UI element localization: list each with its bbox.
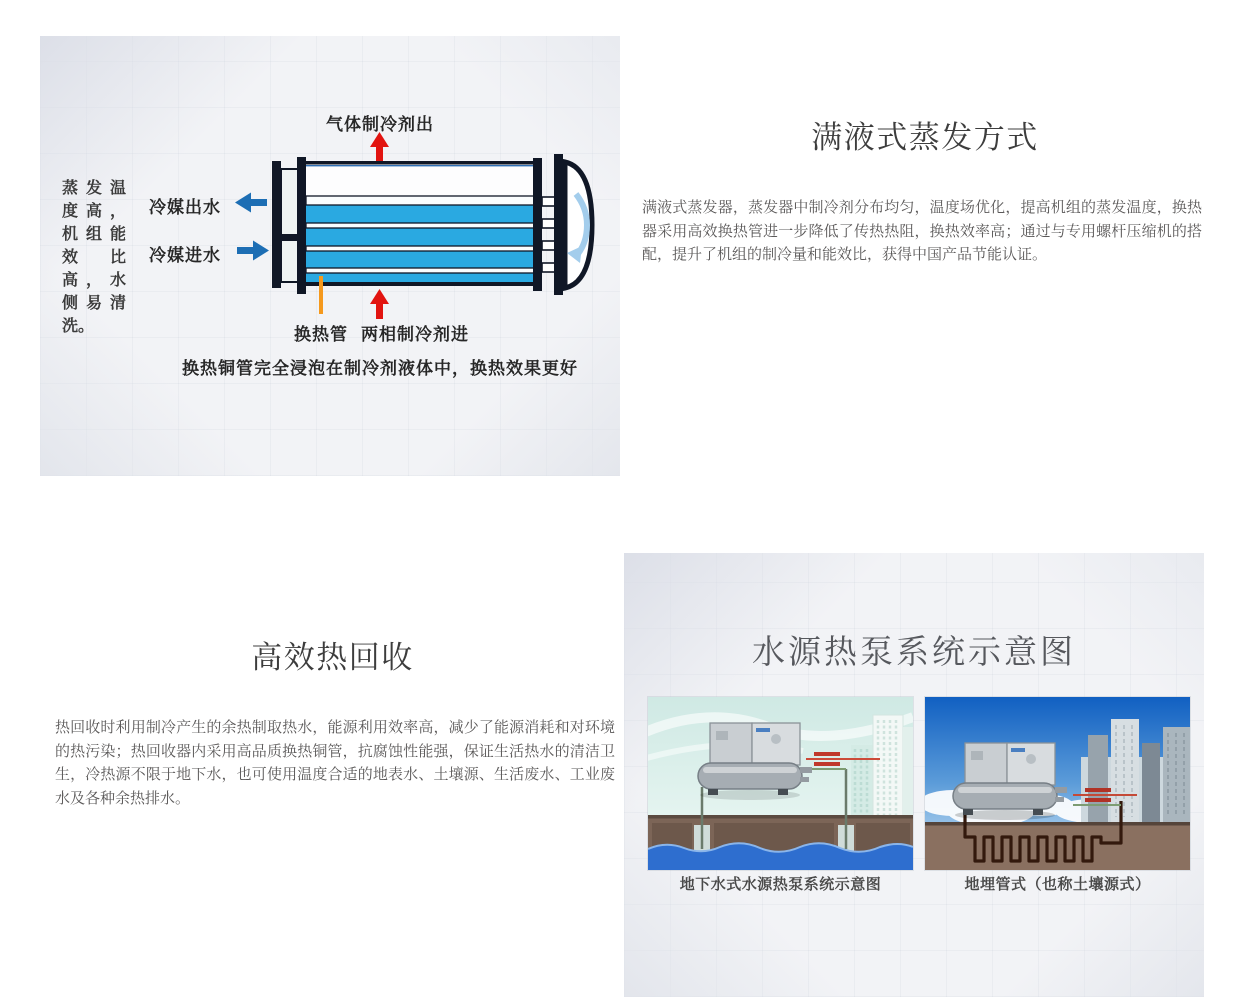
chiller-unit — [698, 723, 812, 800]
label-two-phase-refrigerant-in: 两相制冷剂进 — [361, 325, 469, 344]
ground-loop-system-illustration — [925, 697, 1190, 870]
side-note-line: 蒸发温 — [62, 180, 126, 197]
water-in-arrow-icon — [237, 241, 269, 261]
gas-out-arrow-icon — [370, 132, 389, 161]
evaporator-shell — [272, 154, 592, 295]
water-out-arrow-icon — [235, 193, 267, 213]
tube-pointer-line — [319, 276, 323, 314]
label-gas-refrigerant-out: 气体制冷剂出 — [326, 115, 434, 134]
section-title-flooded-evaporation: 满液式蒸发方式 — [811, 120, 1039, 155]
evaporator-diagram-caption: 换热铜管完全浸泡在制冷剂液体中，换热效果更好 — [182, 359, 578, 378]
heat-pump-panel-title: 水源热泵系统示意图 — [752, 633, 1076, 670]
figure-ground-loop-system — [925, 697, 1190, 870]
side-note-line: 高，水 — [62, 272, 126, 289]
label-coolant-water-in: 冷媒进水 — [149, 246, 221, 265]
label-coolant-water-out: 冷媒出水 — [149, 198, 221, 217]
side-note-line: 度高， — [62, 203, 126, 220]
section-body-heat-recovery: 热回收时利用制冷产生的余热制取热水，能源利用效率高，减少了能源消耗和对环境的热污染；热回收器内采用高品质换热铜管，抗腐蚀性能强，保证生活热水的清洁卫生，冷热源不限于地下水，也可使用温度合适的地表水、土壤源、生活废水、工业废水及各种余热排水。 — [55, 719, 615, 807]
figure-caption-ground-loop: 地埋管式（也称土壤源式） — [964, 876, 1151, 893]
groundwater-system-illustration — [648, 697, 913, 870]
side-note-line: 效比 — [62, 249, 126, 266]
label-heat-exchange-tube: 换热管 — [294, 325, 348, 344]
evaporator-diagram — [40, 36, 620, 476]
evaporator-side-note — [62, 177, 126, 338]
side-note-line: 洗。 — [62, 318, 95, 335]
section-body-flooded-evaporation: 满液式蒸发器，蒸发器中制冷剂分布均匀，温度场优化，提高机组的蒸发温度，换热器采用高效换热管进一步降低了传热热阻，换热效率高；通过与专用螺杆压缩机的搭配，提升了机组的制冷量和能效比，获得中国产品节能认证。 — [642, 199, 1202, 263]
two-phase-in-arrow-icon — [370, 289, 389, 319]
side-note-line: 侧易清 — [62, 295, 126, 312]
section-title-heat-recovery: 高效热回收 — [251, 640, 414, 675]
side-note-line: 机组能 — [62, 226, 126, 243]
chiller-unit — [953, 743, 1067, 820]
heat-pump-system-panel — [624, 553, 1204, 997]
evaporator-diagram-panel — [40, 36, 620, 476]
figure-groundwater-system — [648, 697, 913, 870]
figure-caption-groundwater: 地下水式水源热泵系统示意图 — [679, 876, 882, 893]
